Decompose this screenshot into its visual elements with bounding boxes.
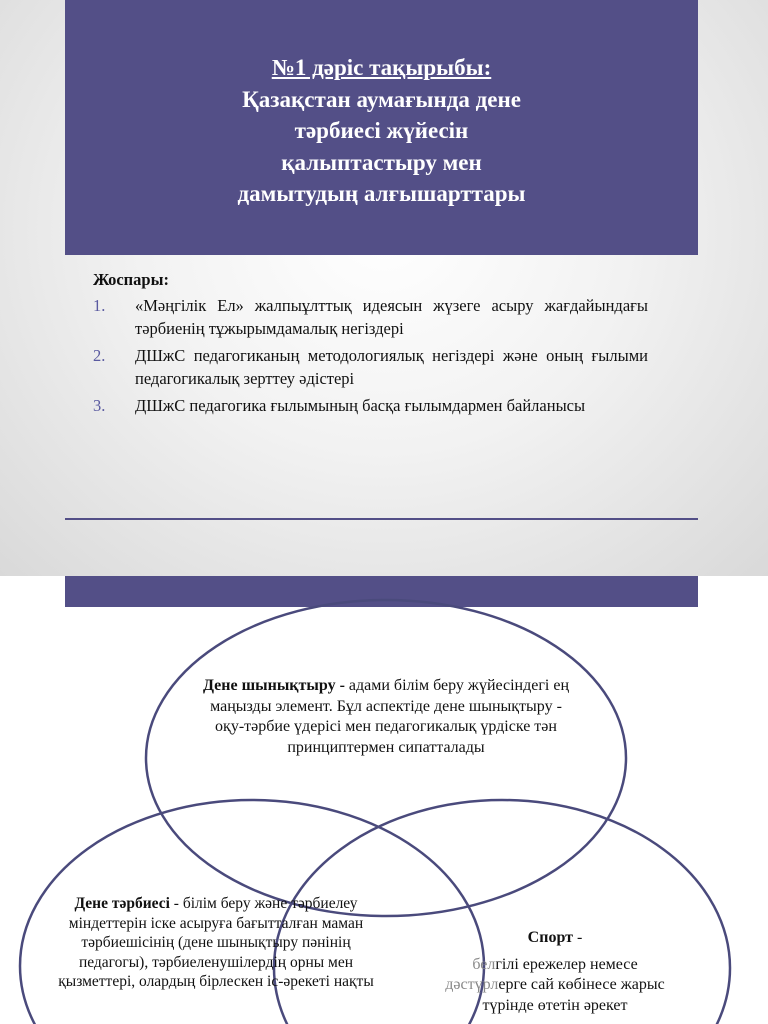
definition-part: дәстүрл	[445, 976, 499, 993]
term-definition: адами білім беру жүйесіндегі ең маңызды элемент. Бұл аспектіде дене шынықтыру - оқу-тәрбие үдерісі мен педагогикалық үрдіске тән принциптермен сипатталады	[210, 677, 570, 756]
title-line-2: Қазақстан аумағында дене	[242, 86, 521, 112]
circle-text-physical-training	[56, 894, 376, 992]
title-line-1: №1 дәріс тақырыбы:	[271, 55, 492, 80]
term-label: Спорт	[527, 929, 573, 946]
list-text: ДШжС педагогиканың методологиялық негіздері және оның ғылыми педагогикалық зерттеу әдістері	[135, 346, 648, 388]
term-dash: -	[573, 929, 583, 946]
title-line-4: қалыптастыру мен	[281, 149, 482, 175]
circle-text-sport	[405, 928, 705, 1016]
venn-circle-top	[146, 600, 626, 916]
list-item	[93, 294, 648, 340]
list-item	[93, 344, 648, 390]
definition-part: бел	[472, 955, 496, 973]
slide-title	[65, 52, 698, 210]
term-label: Дене шынықтыру -	[202, 677, 345, 694]
list-item	[93, 394, 648, 417]
list-number: 2.	[93, 346, 106, 365]
list-text: «Мәңгілік Ел» жалпыұлттық идеясын жүзеге асыру жағдайындағы тәрбиенің тұжырымдамалық негіздері	[135, 296, 648, 338]
definition-part: ерге сай көбінесе жарыс	[498, 976, 665, 993]
list-number: 3.	[93, 396, 106, 415]
plan-heading: Жоспары:	[93, 270, 169, 289]
definition-part: түрінде өтетін әрекет	[482, 996, 628, 1014]
term-definition: - білім беру және тәрбиелеу міндеттерін іске асыруға бағытталған маман тәрбиешісінің (дене шынықтыру пәнінің педагогы), тәрбиеленушілердің орны мен қызметтері, олардың бірлескен іс-әрекеті нақты	[58, 895, 374, 990]
term-label: Дене тәрбиесі	[74, 895, 170, 912]
slide-2	[0, 576, 768, 1024]
circle-text-physical-education	[200, 676, 572, 758]
divider-line	[65, 518, 698, 520]
list-number: 1.	[93, 296, 106, 315]
title-line-5: дамытудың алғышарттары	[237, 181, 526, 206]
plan-section	[93, 268, 648, 421]
title-line-3: тәрбиесі жүйесін	[294, 118, 469, 143]
list-text: ДШжС педагогика ғылымының басқа ғылымдармен байланысы	[135, 396, 586, 415]
definition-part: гілі ережелер немесе	[495, 955, 638, 973]
plan-list	[93, 294, 648, 417]
